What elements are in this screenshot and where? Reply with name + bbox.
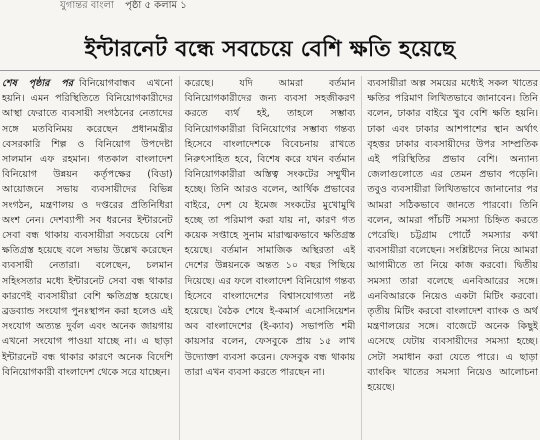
article-paragraph: ব্যবসায়ীরা অল্প সময়ের মধ্যেই সকল খাতের ক্ষতির পরিমাণ লিখিতভাবে জানাবেন। তিনি বলেন, ঢাকার বাইরে খুব বেশি ক্ষতি হয়নি। ঢাকা এবং ঢাকার আশপাশের স্থান অর্থাৎ বৃহত্তর ঢাকার ব্যবসায়ীদের উপর সাম্প্রতিক এই পরিস্থিতির প্রভাব বেশি। অন্যান্য জেলাগুলোতে এর তেমন প্রভাব পড়েনি। তবুও ব্যবসায়ীরা লিখিতভাবে জানানোর পর আমরা সঠিকভাবে জানতে পারবো। তিনি বলেন, আমরা পাঁচটি সমস্যা চিহ্নিত করতে পেরেছি। চট্টগ্রাম পোর্টে সমস্যার কথা ব্যবসায়ীরা বলেছেন। সংশ্লিষ্টদের নিয়ে আমরা আগামীতে তা নিয়ে কাজ করবো। দ্বিতীয় সমস্যা তারা বলেছে এনবিআরের সঙ্গে। এনবিআরকে নিয়েও একটা মিটিং করবো। তৃতীয় মিটিং করবো বাংলাদেশ ব্যাংক ও অর্থ মন্ত্রণালয়ের সঙ্গে। বাজেটে অনেক কিছুই এসেছে যেটায় ব্যবসায়ীদের সমস্যা হচ্ছে। সেটা সমাধান করা যেতে পারে। এ ছাড়া ব্যাংকিং খাতের সমস্যা নিয়েও আলোচনা হয়েছে।: [367, 78, 538, 394]
article-column-3: [361, 76, 538, 440]
headline-divider: [0, 70, 540, 71]
article-column-1: [2, 76, 173, 440]
article-paragraph: করেছে। যদি আমরা বর্তমান বিনিয়োগকারীদের জন্য ব্যবসা সহজীকরণ করতে ব্যর্থ হই, তাহলে সম্ভাব্য বিনিয়োগকারীরা বিনিয়োগের সম্ভাব্য গন্তব্য হিসেবে বাংলাদেশকে বিবেচনায় রাখতে নিরুৎসাহিত হবে, বিশেষ করে যখন বর্তমান বিনিয়োগকারীরা অস্তিত্ব সংকটের সম্মুখীন হচ্ছে। তিনি আরও বলেন, আর্থিক প্রভাবের বাইরে, দেশ যে ইমেজ সংকটের মুখোমুখি হচ্ছে তা পরিমাপ করা যায় না, কারণ গত কয়েক সপ্তাহে সুনাম মারাত্মকভাবে ক্ষতিগ্রস্ত হয়েছে। বর্তমান সামাজিক অস্থিরতা এই দেশের উন্নয়নকে অন্তত ১০ বছর পিছিয়ে দিয়েছে। এর ফলে বাংলাদেশ বিনিয়োগ গন্তব্য হিসেবে বাংলাদেশের বিশ্বাসযোগ্যতা নষ্ট হয়েছে। বৈঠক শেষে ই-কমার্স এসোসিয়েশন অব বাংলাদেশের (ই-ক্যাব) সভাপতি শমী কায়সার বলেন, ফেসবুকে প্রায় ১৫ লাখ উদ্যোক্তা ব্যবসা করেন। ফেসবুক বন্ধ থাকায় তারা এখন ব্যবসা করতে পারছেন না।: [184, 78, 356, 378]
page-column-label: পৃষ্ঠা ৫ কলাম ১: [125, 0, 187, 11]
continued-label: শেষ পৃষ্ঠার পর: [2, 78, 74, 89]
article-column-2: [179, 76, 356, 440]
article-headline: ইন্টারনেট বন্ধে সবচেয়ে বেশি ক্ষতি হয়েছে: [84, 37, 456, 62]
article-paragraph: [2, 76, 173, 380]
page-reference: [60, 0, 187, 12]
article-body: [2, 76, 538, 440]
column-text: বিনিয়োগবান্ধব এখনো হয়নি। এমন পরিস্থিতিতে বিনিয়োগকারীদের আস্থা ফেরাতে ব্যবসায়ী সংগঠনের নেতাদের সঙ্গে মতবিনিময় করেছেন প্রধানমন্ত্রীর বেসরকারি শিল্প ও বিনিয়োগ উপদেষ্টা সালমান এফ রহমান। গতকাল বাংলাদেশ বিনিয়োগ উন্নয়ন কর্তৃপক্ষের (বিডা) আয়োজনে সভায় ব্যবসায়ীদের বিভিন্ন সংগঠন, মন্ত্রণালয় ও দপ্তরের প্রতিনিধিরা অংশ নেন। দেশব্যাপী সব ধরনের ইন্টারনেট সেবা বন্ধ থাকায় ব্যবসায়ীরা সবচেয়ে বেশি ক্ষতিগ্রস্ত হয়েছে বলে সভায় উল্লেখ করেছেন ব্যবসায়ী নেতারা। বলেছেন, চলমান সহিংসতার মধ্যে ইন্টারনেট সেবা বন্ধ থাকার কারণেই ব্যবসায়ীরা বেশি ক্ষতিগ্রস্ত হয়েছে। ব্রডব্যান্ড সংযোগ পুনঃস্থাপন করা হলেও এই সংযোগ অত্যন্ত দুর্বল এবং অনেক জায়গায় এখনো সংযোগ পাওয়া যাচ্ছে না। এ ছাড়া ইন্টারনেট বন্ধ থাকার কারণে অনেক বিদেশি বিনিয়োগকারী বাংলাদেশ থেকে সরে যাচ্ছেন।: [2, 78, 173, 378]
newspaper-name: যুগান্তর বাংলা: [60, 0, 114, 11]
